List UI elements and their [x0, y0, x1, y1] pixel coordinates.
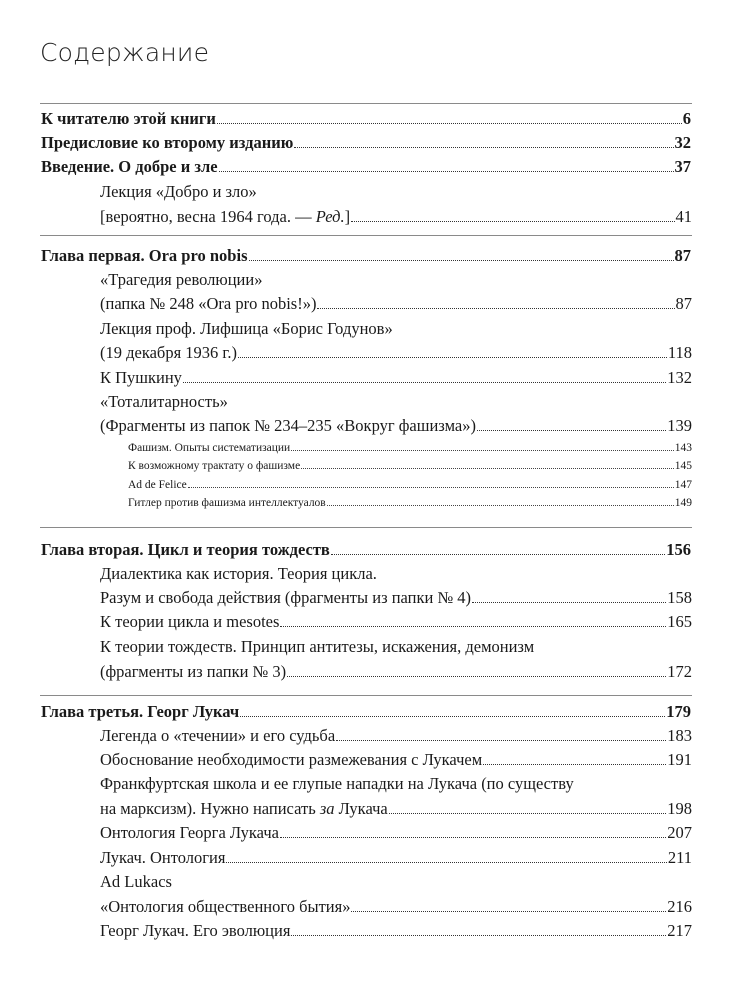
- toc-entry: [41, 540, 691, 560]
- page-number: 6: [682, 109, 691, 128]
- page-number: 132: [667, 368, 692, 387]
- toc-entry: [100, 921, 692, 941]
- dot-leader: [301, 468, 674, 469]
- page-number: 179: [666, 702, 691, 721]
- toc-entry: [128, 479, 692, 491]
- toc-entry-title: (папка № 248 «Ora pro nobis!»): [100, 294, 317, 313]
- page-number: 207: [667, 823, 692, 842]
- toc-entry-title: К теории цикла и mesotes: [100, 612, 280, 631]
- dot-leader: [331, 554, 665, 555]
- page-number: 87: [674, 246, 691, 265]
- toc-entry-title: Лекция «Добро и зло»: [100, 182, 257, 201]
- dot-leader: [351, 221, 674, 222]
- page-number: 216: [667, 897, 692, 916]
- toc-entry: [100, 392, 692, 412]
- toc-entry-title: «Трагедия революции»: [100, 270, 263, 289]
- toc-entry-title: Легенда о «течении» и его судьба: [100, 726, 336, 745]
- dot-leader: [240, 716, 665, 717]
- toc-entry: [100, 872, 692, 892]
- toc-entry: [100, 368, 692, 388]
- toc-entry-title: Ad Lukacs: [100, 872, 172, 891]
- dot-leader: [389, 813, 667, 814]
- toc-entry: [100, 319, 692, 339]
- toc-entry: [41, 702, 691, 722]
- toc-entry: [100, 270, 692, 290]
- dot-leader: [217, 123, 682, 124]
- dot-leader: [238, 357, 667, 358]
- page-number: 172: [667, 662, 692, 681]
- toc-entry-title: Франкфуртская школа и ее глупые нападки на Лукача (по существу: [100, 774, 574, 793]
- page-number: 211: [667, 848, 692, 867]
- toc-entry-title: Лекция проф. Лифшица «Борис Годунов»: [100, 319, 393, 338]
- toc-entry: [41, 109, 691, 129]
- dot-leader: [483, 764, 666, 765]
- toc-entry-title: Предисловие ко второму изданию: [41, 133, 294, 152]
- dot-leader: [327, 505, 674, 506]
- dot-leader: [280, 837, 666, 838]
- toc-entry-title: Ad de Felice: [128, 479, 187, 491]
- toc-entry: [100, 799, 692, 819]
- page-number: 158: [667, 588, 692, 607]
- page-number: 198: [667, 799, 692, 818]
- dot-leader: [294, 147, 673, 148]
- page-number: 41: [675, 207, 692, 226]
- toc-entry-title: (фрагменты из папки № 3): [100, 662, 287, 681]
- toc-entry: [100, 416, 692, 436]
- toc-entry-title: Онтология Георга Лукача: [100, 823, 279, 842]
- toc-entry: [100, 662, 692, 682]
- toc-entry-title: Диалектика как история. Теория цикла.: [100, 564, 377, 583]
- toc-entry: [100, 343, 692, 363]
- toc-entry-title: на марксизм). Нужно написать за Лукача: [100, 799, 388, 818]
- dot-leader: [226, 862, 666, 863]
- toc-entry: [100, 726, 692, 746]
- toc-entry: [100, 612, 692, 632]
- section-divider: [40, 695, 692, 696]
- toc-entry: [128, 442, 692, 454]
- toc-entry-title: Введение. О добре и зле: [41, 157, 218, 176]
- page-number: 118: [667, 343, 692, 362]
- toc-entry: [100, 774, 692, 794]
- toc-entry: [41, 246, 691, 266]
- toc-entry: [100, 848, 692, 868]
- section-divider: [40, 235, 692, 236]
- page-number: 87: [675, 294, 692, 313]
- toc-entry: [128, 460, 692, 472]
- toc-entry: [100, 207, 692, 227]
- page-number: 191: [667, 750, 692, 769]
- dot-leader: [291, 450, 674, 451]
- page-number: 149: [674, 497, 692, 509]
- section-divider: [40, 103, 692, 104]
- toc-entry-title: [вероятно, весна 1964 года. — Ред.]: [100, 207, 351, 226]
- toc-entry-title: Георг Лукач. Его эволюция: [100, 921, 291, 940]
- page-number: 156: [666, 540, 691, 559]
- dot-leader: [477, 430, 666, 431]
- toc-entry-title: Обоснование необходимости размежевания с Лукачем: [100, 750, 483, 769]
- page-number: 145: [674, 460, 692, 472]
- toc-entry: [128, 497, 692, 509]
- toc-entry: [100, 637, 692, 657]
- toc-entry-title: Глава первая. Ora pro nobis: [41, 246, 248, 265]
- dot-leader: [317, 308, 674, 309]
- toc-entry: [100, 588, 692, 608]
- toc-entry-title: Глава вторая. Цикл и теория тождеств: [41, 540, 330, 559]
- page-title: Содержание: [40, 38, 210, 67]
- toc-entry-title: «Тоталитарность»: [100, 392, 228, 411]
- toc-entry-title: Гитлер против фашизма интеллектуалов: [128, 497, 326, 509]
- page-number: 183: [667, 726, 692, 745]
- toc-entry: [41, 133, 691, 153]
- toc-entry-title: Глава третья. Георг Лукач: [41, 702, 240, 721]
- toc-entry-title: Лукач. Онтология: [100, 848, 226, 867]
- page-number: 217: [667, 921, 692, 940]
- dot-leader: [183, 382, 666, 383]
- toc-entry-title: Фашизм. Опыты систематизации: [128, 442, 291, 454]
- dot-leader: [188, 487, 674, 488]
- section-divider: [40, 527, 692, 528]
- toc-entry: [100, 294, 692, 314]
- dot-leader: [249, 260, 674, 261]
- toc-entry: [100, 823, 692, 843]
- dot-leader: [287, 676, 666, 677]
- dot-leader: [219, 171, 674, 172]
- dot-leader: [336, 740, 666, 741]
- page-number: 147: [674, 479, 692, 491]
- toc-entry-title: «Онтология общественного бытия»: [100, 897, 351, 916]
- dot-leader: [280, 626, 666, 627]
- dot-leader: [291, 935, 666, 936]
- toc-entry-title: К читателю этой книги: [41, 109, 216, 128]
- page-number: 165: [667, 612, 692, 631]
- toc-entry-title: К теории тождеств. Принцип антитезы, искажения, демонизм: [100, 637, 535, 656]
- toc-entry: [100, 750, 692, 770]
- toc-entry-title: Разум и свобода действия (фрагменты из папки № 4): [100, 588, 472, 607]
- toc-entry: [41, 157, 691, 177]
- toc-entry-title: К возможному трактату о фашизме: [128, 460, 301, 472]
- dot-leader: [472, 602, 666, 603]
- page-number: 37: [674, 157, 691, 176]
- page-number: 143: [674, 442, 692, 454]
- toc-entry: [100, 564, 692, 584]
- toc-entry-title: (19 декабря 1936 г.): [100, 343, 237, 362]
- toc-entry-title: (Фрагменты из папок № 234–235 «Вокруг фашизма»): [100, 416, 476, 435]
- toc-entry: [100, 182, 692, 202]
- toc-entry: [100, 897, 692, 917]
- page-number: 139: [667, 416, 692, 435]
- dot-leader: [351, 911, 666, 912]
- page-number: 32: [674, 133, 691, 152]
- toc-entry-title: К Пушкину: [100, 368, 182, 387]
